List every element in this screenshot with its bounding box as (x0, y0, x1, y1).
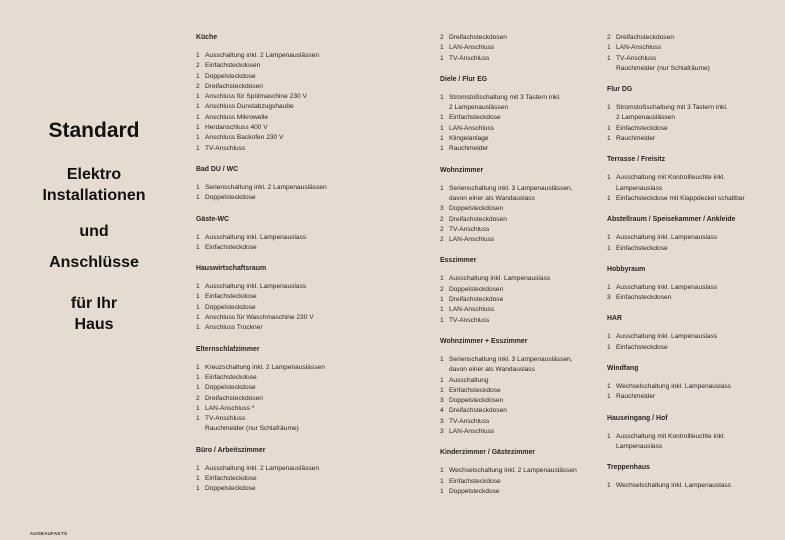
item-text: Doppelsteckdosen (449, 205, 504, 213)
item-quantity: 1 (607, 234, 611, 242)
list-item (440, 43, 600, 53)
item-quantity: 1 (196, 373, 200, 381)
room-heading: Abstellraum / Speisekammer / Ankleide (607, 216, 736, 224)
item-text: Wechselschaltung inkl. 2 Lampenauslässen (449, 467, 577, 475)
item-quantity: 2 (440, 225, 444, 233)
item-text: Doppelsteckdose (205, 303, 256, 311)
list-item (196, 183, 431, 193)
item-quantity: 1 (440, 54, 444, 62)
item-quantity: 1 (440, 316, 444, 324)
list-item (440, 417, 600, 427)
brochure-title (10, 118, 178, 335)
list-item (607, 33, 777, 43)
list-item (196, 303, 431, 313)
item-quantity: 1 (196, 113, 200, 121)
item-text: TV-Anschluss (449, 54, 490, 62)
item-quantity (607, 64, 616, 74)
list-item (196, 82, 431, 92)
list-item (196, 484, 431, 494)
list-item (196, 282, 431, 292)
item-quantity: 1 (440, 124, 444, 132)
item-quantity: 1 (440, 376, 444, 384)
title-line-und: und (79, 223, 109, 240)
list-item (196, 292, 431, 302)
list-item (607, 194, 777, 204)
room-heading: Wohnzimmer (440, 166, 484, 174)
room-heading: Hauseingang / Hof (607, 414, 668, 422)
list-item (440, 376, 600, 386)
list-item (196, 363, 431, 373)
item-text: Rauchmelder (nur Schlafräume) (205, 425, 299, 433)
item-quantity: 1 (440, 355, 444, 363)
room-heading: Windfang (607, 365, 639, 373)
list-item (607, 103, 777, 113)
item-quantity: 3 (607, 294, 611, 302)
room-heading: Gäste-WC (196, 215, 229, 223)
item-quantity: 2 (440, 34, 444, 41)
list-item (440, 113, 600, 123)
item-quantity: 1 (607, 54, 611, 62)
item-quantity: 1 (440, 487, 444, 495)
item-text: Wechselschaltung inkl. Lampenauslass (616, 383, 731, 391)
list-item (440, 33, 600, 43)
room-heading: Terrasse / Freisitz (607, 156, 666, 164)
room-section (196, 446, 431, 495)
list-item (196, 464, 431, 474)
item-text: Dreifachsteckdosen (449, 215, 507, 223)
item-quantity: 1 (196, 93, 200, 101)
item-quantity: 2 (440, 236, 444, 244)
list-item (607, 173, 777, 183)
item-quantity: 1 (196, 363, 200, 371)
item-quantity: 1 (607, 135, 611, 143)
item-quantity: 1 (607, 432, 611, 440)
list-item (440, 103, 600, 113)
list-item (440, 124, 600, 134)
item-text: Ausschaltung inkl. Lampenauslass (205, 233, 307, 241)
item-text: TV-Anschluss (205, 144, 246, 152)
item-quantity (440, 365, 449, 375)
item-text: Einfachsteckdose (449, 114, 501, 122)
item-text: Einfachsteckdose (616, 244, 668, 252)
item-quantity: 1 (440, 275, 444, 283)
item-text: Ausschaltung inkl. Lampenauslass (616, 283, 718, 291)
list-item (440, 365, 600, 375)
item-text: Rauchmelder (nur Schlafräume) (616, 64, 710, 72)
room-section (607, 155, 777, 204)
item-text: TV-Anschluss (449, 316, 490, 324)
item-text: Anschluss für Waschmaschine 230 V (205, 314, 314, 322)
item-text: Dreifachsteckdosen (449, 34, 507, 41)
item-quantity: 1 (196, 415, 200, 423)
item-text: Stromstoßschaltung mit 3 Tastern inkl. (449, 93, 561, 101)
item-quantity: 1 (196, 103, 200, 111)
item-quantity: 1 (196, 233, 200, 241)
item-quantity: 1 (440, 467, 444, 475)
item-text: Einfachsteckdosen (205, 62, 261, 70)
item-text: Dreifachsteckdosen (205, 394, 263, 402)
list-item (607, 343, 777, 353)
item-text: Ausschaltung inkl. Lampenauslass (616, 333, 718, 341)
item-quantity (607, 184, 616, 194)
item-text: Doppelsteckdosen (449, 285, 504, 293)
list-item (607, 382, 777, 392)
list-item (440, 54, 600, 64)
room-section (607, 414, 777, 453)
title-standard: Standard (48, 119, 140, 142)
list-item (196, 193, 431, 203)
room-heading: Wohnzimmer + Esszimmer (440, 337, 528, 345)
item-quantity: 1 (440, 145, 444, 153)
list-item (196, 394, 431, 404)
room-heading: Bad DU / WC (196, 165, 239, 173)
item-quantity: 3 (440, 205, 444, 213)
item-text: Dreifachsteckdosen (616, 34, 674, 41)
item-quantity: 1 (196, 303, 200, 311)
room-section (196, 165, 431, 204)
room-section (196, 345, 431, 435)
item-quantity: 2 (196, 62, 200, 70)
item-text: Herdanschluss 400 V (205, 124, 268, 132)
item-text: Anschluss Backofen 230 V (205, 134, 284, 142)
list-item (196, 72, 431, 82)
room-section (440, 337, 600, 437)
item-text: TV-Anschluss (205, 415, 246, 423)
list-item (607, 233, 777, 243)
item-quantity: 3 (440, 417, 444, 425)
item-text: Serienschaltung inkl. 2 Lampenauslässen (205, 183, 327, 191)
item-quantity: 1 (196, 384, 200, 392)
list-item (440, 406, 600, 416)
item-quantity: 1 (607, 343, 611, 351)
list-item (440, 134, 600, 144)
item-quantity: 4 (440, 407, 444, 415)
item-quantity: 1 (607, 124, 611, 132)
item-text: Lampenauslass (616, 184, 663, 192)
list-item (440, 93, 600, 103)
item-quantity: 1 (196, 144, 200, 152)
item-quantity: 2 (607, 34, 611, 41)
item-text: 2 Lampenauslässen (449, 104, 509, 112)
list-item (196, 102, 431, 112)
item-quantity: 2 (440, 285, 444, 293)
item-quantity: 1 (440, 135, 444, 143)
list-item (440, 355, 600, 365)
list-item (440, 204, 600, 214)
item-text: Doppelsteckdosen (449, 397, 504, 405)
list-item (196, 373, 431, 383)
list-item (440, 194, 600, 204)
item-text: Wechselschaltung inkl. Lampenauslass (616, 482, 731, 490)
item-quantity: 1 (196, 72, 200, 80)
title-line-fuer-ihr: für Ihr (70, 295, 118, 312)
item-text: Ausschaltung mit Kontrollleuchte inkl. (616, 174, 726, 182)
list-item (440, 466, 600, 476)
item-quantity: 3 (440, 397, 444, 405)
item-quantity: 1 (607, 283, 611, 291)
room-heading: Diele / Flur EG (440, 75, 488, 83)
list-item (196, 323, 431, 333)
list-item (440, 274, 600, 284)
room-section (440, 33, 600, 64)
item-text: Kreuzschaltung inkl. 2 Lampenauslässen (205, 363, 325, 371)
list-item (607, 293, 777, 303)
room-section (607, 463, 777, 491)
item-text: LAN-Anschluss (449, 306, 495, 314)
room-section (440, 448, 600, 497)
item-text: Einfachsteckdose (205, 293, 257, 301)
item-quantity: 1 (440, 306, 444, 314)
item-quantity: 1 (607, 383, 611, 391)
list-item (196, 414, 431, 424)
list-item (440, 225, 600, 235)
item-text: Einfachsteckdose (205, 475, 257, 483)
item-text: TV-Anschluss (616, 54, 657, 62)
room-heading: Hobbyraum (607, 265, 646, 273)
item-quantity: 2 (440, 215, 444, 223)
list-item (196, 383, 431, 393)
list-item (607, 43, 777, 53)
item-text: TV-Anschluss (449, 417, 490, 425)
item-text: LAN-Anschluss (449, 124, 495, 132)
item-quantity: 1 (607, 104, 611, 112)
list-item (607, 392, 777, 402)
item-quantity: 1 (196, 485, 200, 493)
title-line-haus: Haus (74, 316, 114, 333)
item-quantity: 1 (196, 194, 200, 202)
item-text: Serienschaltung inkl. 3 Lampenauslässen, (449, 184, 573, 192)
list-item (607, 432, 777, 442)
room-section (196, 215, 431, 254)
item-text: Ausschaltung (449, 376, 489, 384)
list-item (440, 305, 600, 315)
room-heading: Treppenhaus (607, 464, 650, 472)
item-text: Ausschaltung mit Kontrollleuchte inkl. (616, 432, 726, 440)
room-section (607, 265, 777, 304)
item-text: Einfachsteckdose (616, 124, 668, 132)
list-item (196, 233, 431, 243)
item-text: LAN-Anschluss * (205, 404, 255, 412)
item-text: Einfachsteckdose (205, 243, 257, 251)
item-quantity: 1 (196, 475, 200, 483)
item-text: Rauchmelder (616, 135, 656, 143)
list-item (607, 184, 777, 194)
item-text: Doppelsteckdose (205, 72, 256, 80)
column-2 (440, 33, 600, 508)
item-quantity (440, 194, 449, 204)
title-line-anschluesse: Anschlüsse (49, 254, 139, 271)
list-item (607, 442, 777, 452)
list-item (440, 487, 600, 497)
item-text: Ausschaltung inkl. Lampenauslass (205, 283, 307, 291)
list-item (607, 124, 777, 134)
list-item (607, 134, 777, 144)
item-text: Anschluss für Spülmaschine 230 V (205, 93, 307, 101)
item-quantity: 1 (607, 333, 611, 341)
item-quantity: 1 (440, 44, 444, 52)
item-text: Dreifachsteckdosen (205, 82, 263, 90)
item-quantity: 1 (607, 44, 611, 52)
item-quantity: 1 (440, 296, 444, 304)
item-quantity: 1 (607, 393, 611, 401)
room-section (196, 33, 431, 154)
list-item (440, 427, 600, 437)
item-quantity: 1 (440, 114, 444, 122)
list-item (196, 92, 431, 102)
item-quantity: 2 (196, 394, 200, 402)
list-item (440, 386, 600, 396)
item-text: Rauchmelder (616, 393, 656, 401)
list-item (196, 113, 431, 123)
item-text: Einfachsteckdose (449, 477, 501, 485)
item-text: Dreifachsteckdose (449, 296, 504, 304)
column-3 (607, 33, 777, 503)
item-quantity: 1 (607, 244, 611, 252)
footer-tag: AUSBAUFAKTS (30, 531, 68, 536)
item-text: Ausschaltung inkl. 2 Lampenauslässen (205, 464, 319, 472)
list-item (196, 424, 431, 434)
room-heading: Kinderzimmer / Gästezimmer (440, 449, 535, 457)
item-quantity: 1 (607, 174, 611, 182)
list-item (607, 54, 777, 64)
item-quantity: 1 (196, 293, 200, 301)
list-item (196, 133, 431, 143)
list-item (607, 113, 777, 123)
room-heading: Küche (196, 34, 218, 41)
item-text: Doppelsteckdose (449, 487, 500, 495)
item-text: Doppelsteckdose (205, 384, 256, 392)
item-quantity: 1 (196, 52, 200, 59)
item-text: Ausschaltung inkl. Lampenauslass (449, 275, 551, 283)
item-text: LAN-Anschluss (616, 44, 662, 52)
item-text: Klingelanlage (449, 135, 489, 143)
item-quantity (607, 113, 616, 123)
list-item (440, 477, 600, 487)
item-quantity: 1 (196, 404, 200, 412)
item-quantity (440, 103, 449, 113)
room-heading: Büro / Arbeitszimmer (196, 446, 266, 454)
list-item (607, 244, 777, 254)
room-section (607, 314, 777, 353)
item-quantity: 1 (196, 314, 200, 322)
room-section (607, 215, 777, 254)
list-item (196, 313, 431, 323)
list-item (440, 144, 600, 154)
item-quantity: 3 (440, 428, 444, 436)
room-heading: Elternschlafzimmer (196, 345, 260, 353)
item-text: TV-Anschluss (449, 225, 490, 233)
room-section (196, 264, 431, 333)
item-text: Ausschaltung inkl. 2 Lampenauslässen (205, 52, 319, 59)
item-text: Anschluss Mikrowelle (205, 113, 269, 121)
item-text: Serienschaltung inkl. 3 Lampenauslässen, (449, 355, 573, 363)
item-text: LAN-Anschluss (449, 44, 495, 52)
item-quantity: 1 (440, 477, 444, 485)
item-quantity: 1 (607, 194, 611, 202)
item-text: Lampenauslass (616, 442, 663, 450)
item-quantity (196, 424, 205, 434)
item-text: LAN-Anschluss (449, 236, 495, 244)
list-item (196, 474, 431, 484)
list-item (440, 295, 600, 305)
title-line-elektro: Elektro (66, 166, 122, 183)
item-quantity: 1 (607, 482, 611, 490)
item-text: LAN-Anschluss (449, 428, 495, 436)
list-item (440, 235, 600, 245)
item-quantity: 1 (440, 184, 444, 192)
list-item (196, 243, 431, 253)
item-text: 2 Lampenauslässen (616, 114, 676, 122)
room-section (607, 33, 777, 74)
room-section (440, 75, 600, 155)
list-item (196, 144, 431, 154)
room-heading: Flur DG (607, 86, 633, 94)
item-quantity: 1 (196, 124, 200, 132)
list-item (440, 215, 600, 225)
item-text: Anschluss Dunstabzugshaube (205, 103, 294, 111)
item-text: Anschluss Trockner (205, 324, 263, 332)
item-text: Einfachsteckdosen (616, 294, 672, 302)
list-item (440, 396, 600, 406)
item-text: Doppelsteckdose (205, 194, 256, 202)
item-text: Einfachsteckdose (205, 373, 257, 381)
item-text: Dreifachsteckdosen (449, 407, 507, 415)
item-text: davon einer als Wandauslass (449, 194, 535, 202)
list-item (607, 481, 777, 491)
list-item (607, 64, 777, 74)
item-quantity: 1 (196, 134, 200, 142)
list-item (196, 123, 431, 133)
list-item (196, 51, 431, 61)
room-section (440, 256, 600, 325)
list-item (440, 184, 600, 194)
item-text: Ausschaltung inkl. Lampenauslass (616, 234, 718, 242)
item-quantity: 1 (440, 386, 444, 394)
list-item (607, 283, 777, 293)
room-heading: HAR (607, 315, 622, 323)
item-quantity: 1 (196, 183, 200, 191)
item-quantity: 1 (196, 243, 200, 251)
item-text: Einfachsteckdose mit Klappdeckel schaltbar (616, 194, 745, 202)
list-item (440, 316, 600, 326)
item-text: Doppelsteckdose (205, 485, 256, 493)
room-section (607, 364, 777, 403)
list-item (196, 61, 431, 71)
item-quantity: 1 (196, 283, 200, 291)
item-text: Rauchmelder (449, 145, 489, 153)
list-item (196, 404, 431, 414)
item-quantity: 1 (196, 324, 200, 332)
title-line-installationen: Installationen (42, 187, 146, 204)
item-text: Stromstoßschaltung mit 3 Tastern inkl. (616, 104, 728, 112)
item-quantity: 1 (196, 464, 200, 472)
item-text: Einfachsteckdose (449, 386, 501, 394)
room-heading: Esszimmer (440, 257, 477, 265)
room-section (440, 166, 600, 246)
item-text: davon einer als Wandauslass (449, 366, 535, 374)
item-text: Einfachsteckdose (616, 343, 668, 351)
item-quantity: 2 (196, 82, 200, 90)
column-1 (196, 33, 431, 506)
room-heading: Hauswirtschaftsraum (196, 265, 267, 273)
item-quantity: 1 (440, 93, 444, 101)
list-item (440, 285, 600, 295)
item-quantity (607, 442, 616, 452)
room-section (607, 85, 777, 144)
list-item (607, 332, 777, 342)
